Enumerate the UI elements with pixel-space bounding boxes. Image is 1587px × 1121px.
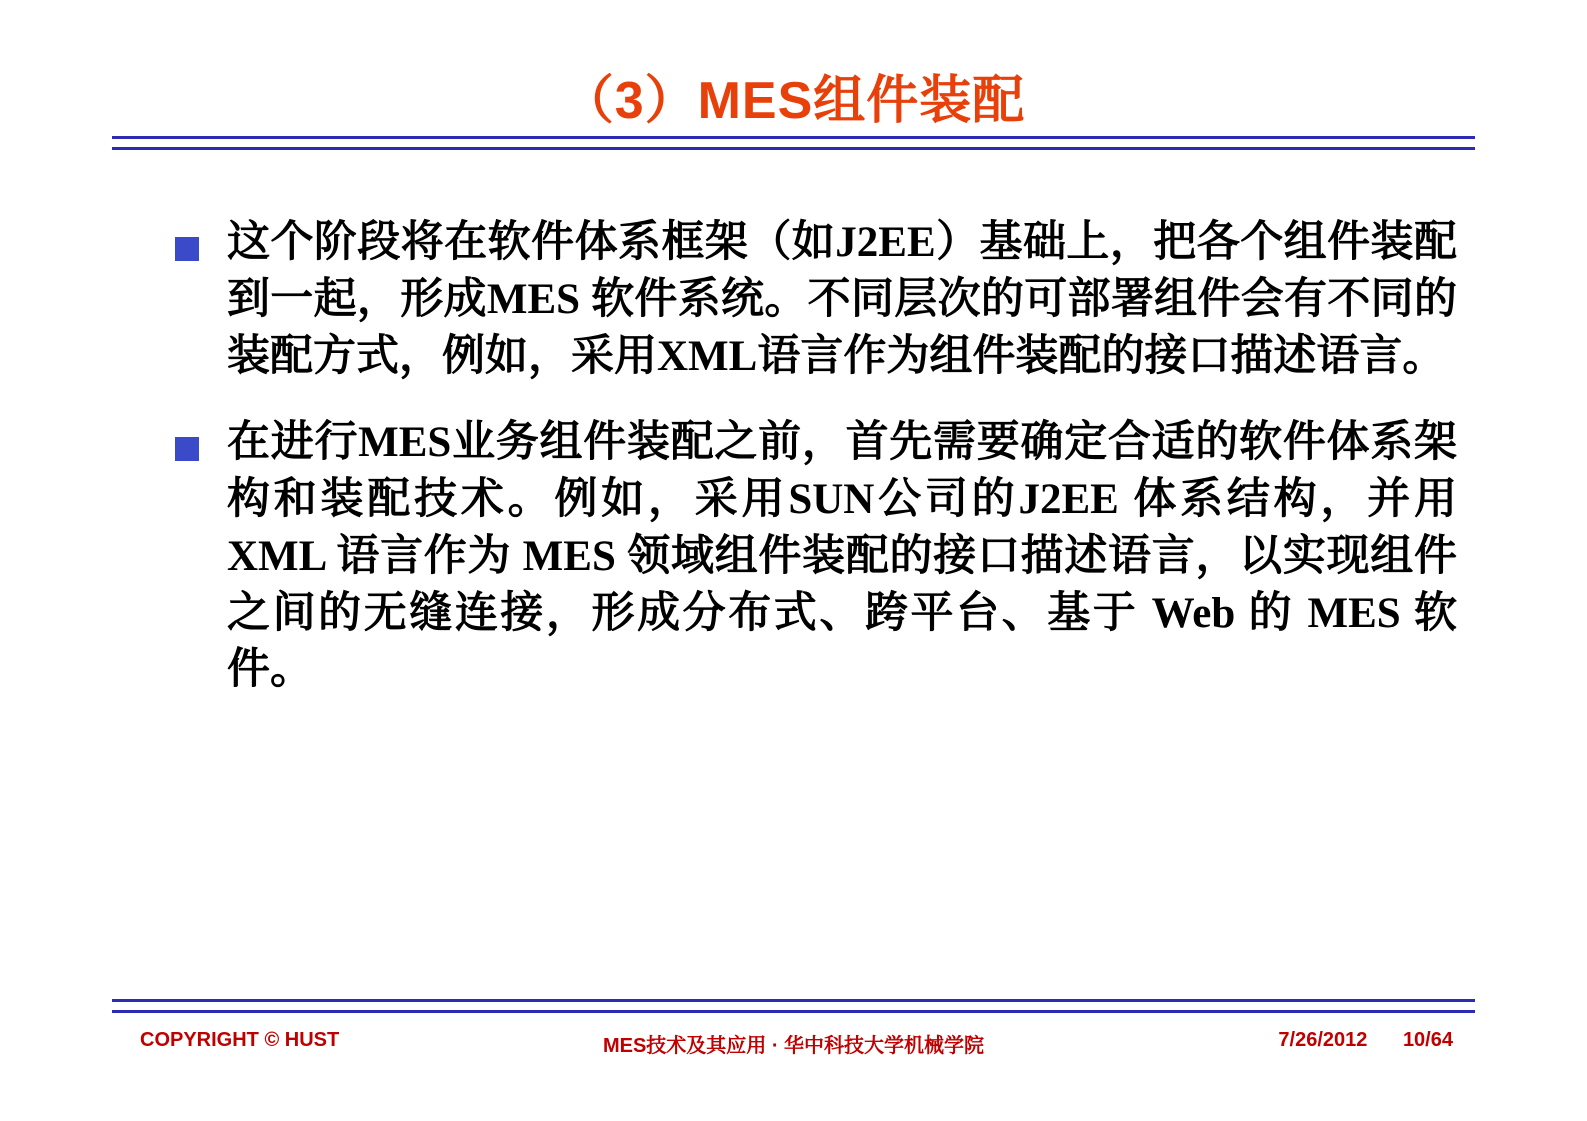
page-number: 10/64: [1402, 1029, 1453, 1051]
footer-date: 7/26/2012: [1278, 1029, 1368, 1051]
square-bullet-icon: [175, 437, 199, 461]
title-divider: [112, 136, 1475, 150]
bullet-text: 这个阶段将在软件体系框架（如J2EE）基础上，把各个组件装配到一起，形成MES 软件系统。不同层次的可部署组件会有不同的装配方式，例如，采用XML语言作为组件装配的接口描述语言。: [227, 219, 1457, 380]
footer-course-label: MES技术及其应用 · 华中科技大学机械学院: [602, 1035, 985, 1057]
page-title: （3）MES组件装配: [561, 72, 1026, 130]
list-item: [175, 415, 1457, 699]
slide-footer: [112, 1029, 1475, 1059]
footer-meta: [1278, 1029, 1453, 1052]
list-item: [175, 215, 1457, 385]
slide-body: [175, 215, 1457, 729]
bullet-text: 在进行MES业务组件装配之前，首先需要确定合适的软件体系架构和装配技术。例如，采用SUN公司的J2EE 体系结构，并用 XML 语言作为 MES 领域组件装配的接口描述语言，以实现组件之间的无缝连接，形成分布式、跨平台、基于 Web 的 MES 软件。: [227, 419, 1457, 694]
square-bullet-icon: [175, 237, 199, 261]
copyright-label: COPYRIGHT © HUST: [140, 1029, 340, 1051]
footer-divider: [112, 999, 1475, 1013]
